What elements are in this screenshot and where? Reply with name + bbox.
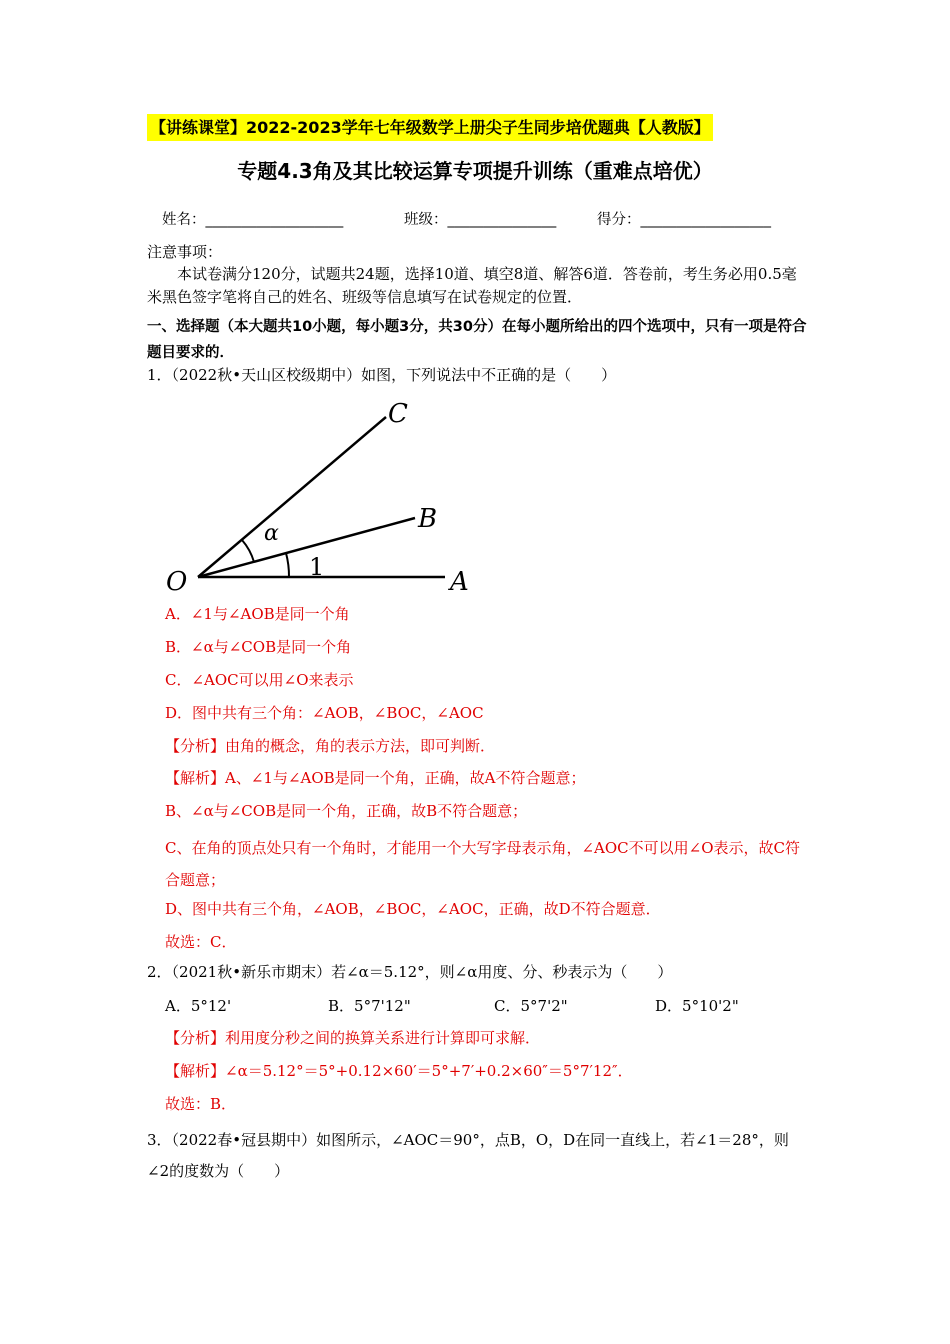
series-banner: 【讲练课堂】2022-2023学年七年级数学上册尖子生同步培优题典【人教版】 [147,114,713,141]
q1-option-d: D．图中共有三个角：∠AOB，∠BOC，∠AOC [165,704,484,722]
q2-option-c: C．5°7'2" [494,997,568,1015]
class-field-label: 班级：_______________ [404,212,557,228]
q1-option-c: C．∠AOC可以用∠O来表示 [165,671,354,689]
question-3-stem: 3．（2022春•冠县期中）如图所示，∠AOC＝90°，点B，O，D在同一直线上，若∠1＝28°，则∠2的度数为（ ） [147,1131,789,1180]
section-heading: 一、选择题（本大题共10小题，每小题3分，共30分）在每小题所给出的四个选项中，只有一项是符合题目要求的． [147,319,807,361]
question-2-stem: 2．（2021秋•新乐市期末）若∠α＝5.12°，则∠α用度、分、秒表示为（ ） [147,963,673,981]
q1-option-a: A．∠1与∠AOB是同一个角 [165,605,350,623]
q1-answer: 故选：C． [165,933,237,951]
q1-option-b: B．∠α与∠COB是同一个角 [165,638,352,656]
page-title: 专题4.3角及其比较运算专项提升训练（重难点培优） [237,159,713,183]
label-A: A [450,567,469,597]
q1-solution-line-1: 【解析】A、∠1与∠AOB是同一个角，正确，故A不符合题意； [165,769,586,787]
q2-option-d: D．5°10'2" [655,997,739,1015]
label-1: 1 [309,553,325,581]
notice-body: 本试卷满分120分，试题共24题，选择10道、填空8道、解答6道．答卷前，考生务必用0.5毫米黑色签字笔将自己的姓名、班级等信息填写在试卷规定的位置． [147,265,797,306]
angle-figure [160,392,480,602]
label-O: O [166,567,188,597]
label-B: B [418,504,438,534]
q2-option-a: A．5°12' [165,997,232,1015]
ray-OB [198,518,415,577]
q1-solution-line-2: B、∠α与∠COB是同一个角，正确，故B不符合题意； [165,802,528,820]
score-field-label: 得分：__________________ [597,212,771,228]
q1-solution-line-4: D、图中共有三个角，∠AOB，∠BOC，∠AOC，正确，故D不符合题意． [165,900,661,918]
angle-alpha-arc [242,540,254,562]
q2-solution: 【解析】∠α＝5.12°＝5°+0.12×60′＝5°+7′+0.2×60″＝5°7′12″． [165,1062,633,1080]
notice-heading: 注意事项： [147,243,223,261]
label-C: C [388,399,408,429]
question-1-stem: 1．（2022秋•天山区校级期中）如图，下列说法中不正确的是（ ） [147,366,617,384]
q1-solution-line-3: C、在角的顶点处只有一个角时，才能用一个大写字母表示角，∠AOC不可以用∠O表示，故C符合题意； [165,839,800,889]
q2-option-b: B．5°7'12" [328,997,411,1015]
name-field-label: 姓名：___________________ [162,212,344,228]
q2-analysis: 【分析】利用度分秒之间的换算关系进行计算即可求解． [165,1029,541,1047]
q2-answer: 故选：B． [165,1095,237,1113]
ray-OC [198,417,386,577]
q1-analysis: 【分析】由角的概念，角的表示方法，即可判断． [165,737,496,755]
label-alpha: α [264,521,279,546]
angle-1-arc [286,553,289,577]
